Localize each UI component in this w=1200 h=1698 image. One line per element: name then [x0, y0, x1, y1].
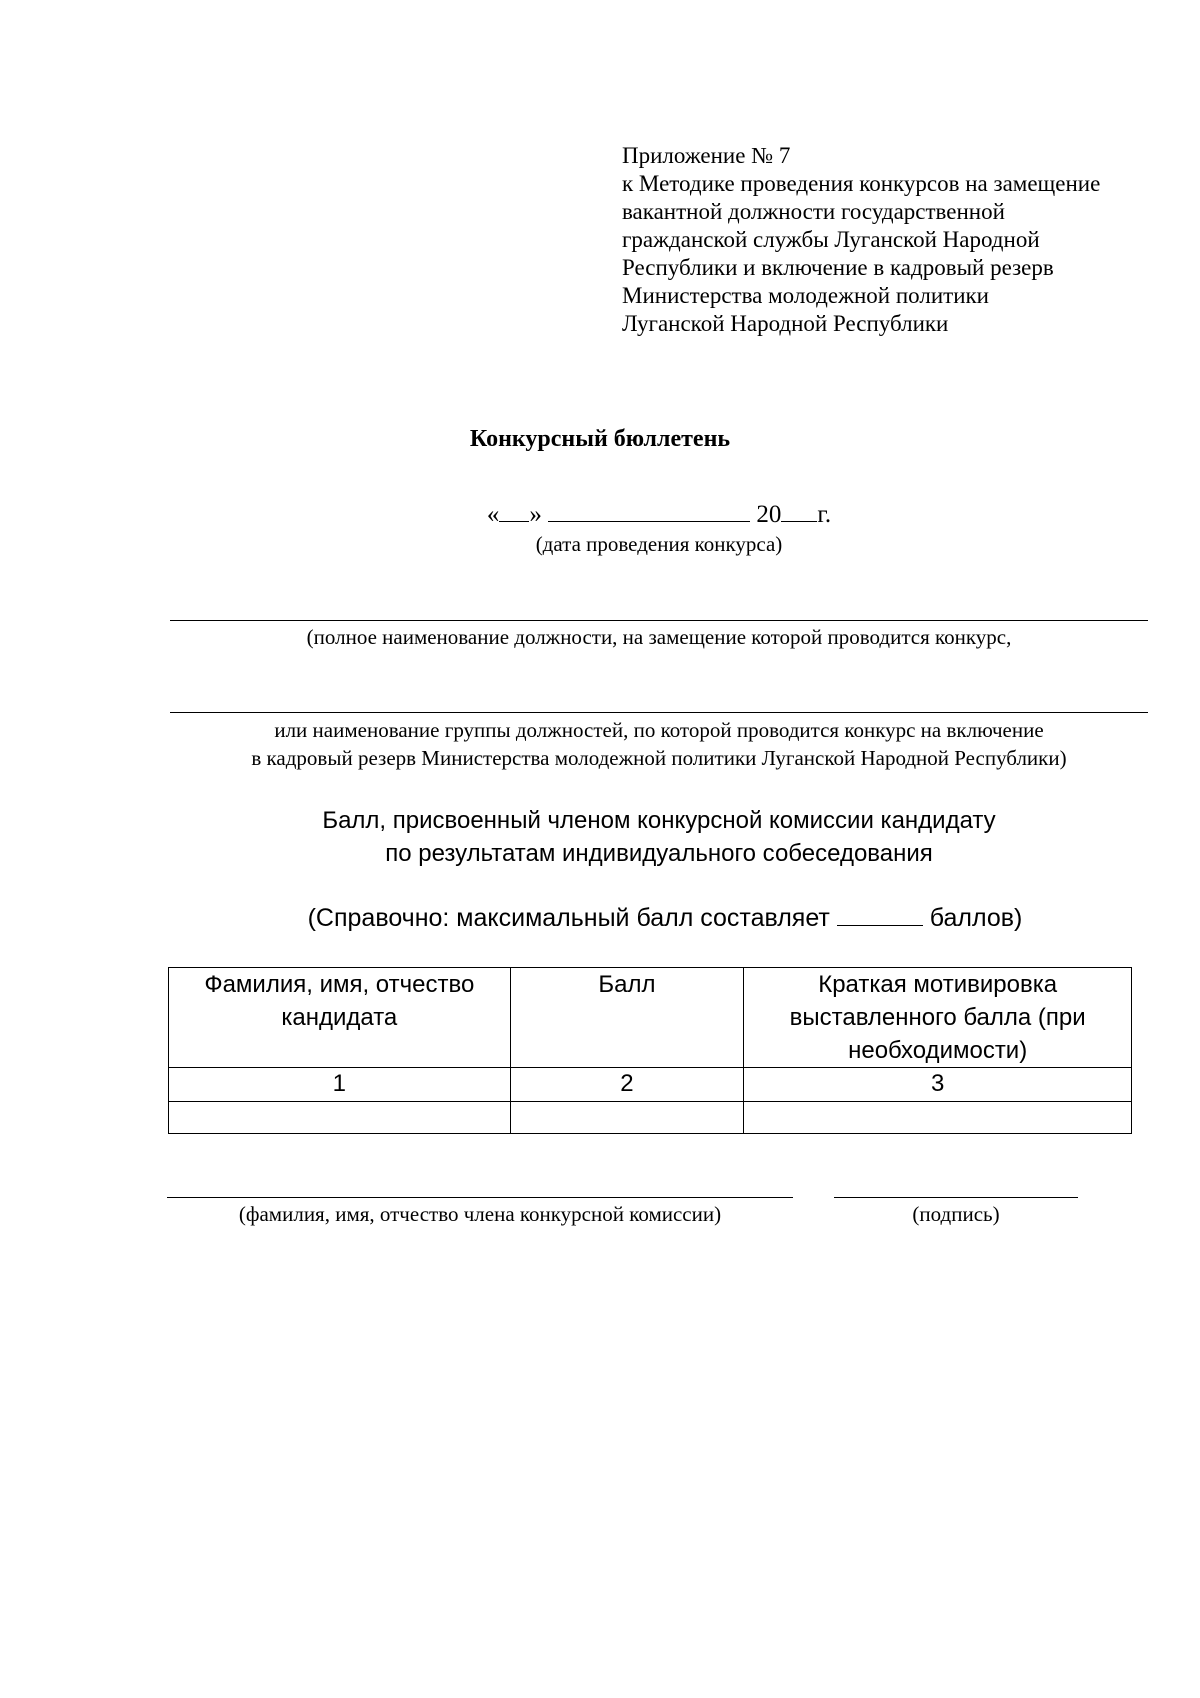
table-number-row — [169, 1068, 1132, 1102]
table-header-row — [169, 968, 1132, 1068]
max-score-note — [170, 903, 1148, 933]
appendix-line: Республики и включение в кадровый резерв — [622, 255, 1054, 280]
year-suffix: г. — [817, 501, 832, 528]
candidate-name-cell[interactable] — [169, 1102, 511, 1134]
position-caption-1: (полное наименование должности, на замещение которой проводится конкурс, — [306, 625, 1012, 649]
column-number: 1 — [169, 1068, 511, 1102]
month-blank[interactable] — [548, 497, 750, 522]
signature-line[interactable] — [834, 1197, 1078, 1198]
score-cell[interactable] — [510, 1102, 744, 1134]
appendix-line: Министерства молодежной политики — [622, 283, 989, 308]
day-blank[interactable] — [499, 497, 529, 522]
member-name-caption: (фамилия, имя, отчество члена конкурсной комиссии) — [238, 1202, 722, 1226]
column-number: 2 — [510, 1068, 744, 1102]
date-caption: (дата проведения конкурса) — [535, 532, 783, 556]
appendix-line: Приложение № 7 — [622, 143, 791, 168]
year-blank[interactable] — [781, 497, 817, 522]
appendix-line: Луганской Народной Республики — [622, 311, 949, 336]
appendix-line: к Методике проведения конкурсов на замещение — [622, 171, 1101, 196]
score-heading-line: по результатам индивидуального собеседования — [385, 840, 933, 867]
position-caption-2 — [170, 716, 1148, 772]
score-heading-line: Балл, присвоенный членом конкурсной комиссии кандидату — [322, 807, 996, 834]
appendix-line: вакантной должности государственной — [622, 199, 1005, 224]
note-suffix: баллов) — [929, 904, 1023, 932]
header-motivation: Краткая мотивировка выставленного балла (при необходимости) — [744, 968, 1132, 1068]
date-field — [0, 497, 1200, 529]
appendix-line: гражданской службы Луганской Народной — [622, 227, 1040, 252]
date-close-quote: » — [529, 501, 542, 528]
note-prefix: (Справочно: максимальный балл составляет — [307, 904, 830, 932]
table-row — [169, 1102, 1132, 1134]
motivation-cell[interactable] — [744, 1102, 1132, 1134]
header-candidate-name: Фамилия, имя, отчество кандидата — [169, 968, 511, 1068]
score-table — [168, 967, 1132, 1134]
year-prefix: 20 — [756, 501, 782, 528]
member-name-line[interactable] — [167, 1197, 793, 1198]
position-caption-line: в кадровый резерв Министерства молодежной политики Луганской Народной Республики) — [251, 746, 1067, 770]
score-heading — [170, 804, 1148, 870]
document-title: Конкурсный бюллетень — [469, 426, 731, 452]
position-caption-line: или наименование группы должностей, по которой проводится конкурс на включение — [274, 718, 1044, 742]
date-open-quote: « — [486, 501, 500, 528]
position-name-line-2[interactable] — [170, 712, 1148, 713]
max-score-blank[interactable] — [837, 903, 923, 926]
column-number: 3 — [744, 1068, 1132, 1102]
signature-caption: (подпись) — [912, 1202, 1000, 1226]
position-name-line-1[interactable] — [170, 620, 1148, 621]
header-score: Балл — [510, 968, 744, 1068]
appendix-block — [622, 142, 1162, 338]
